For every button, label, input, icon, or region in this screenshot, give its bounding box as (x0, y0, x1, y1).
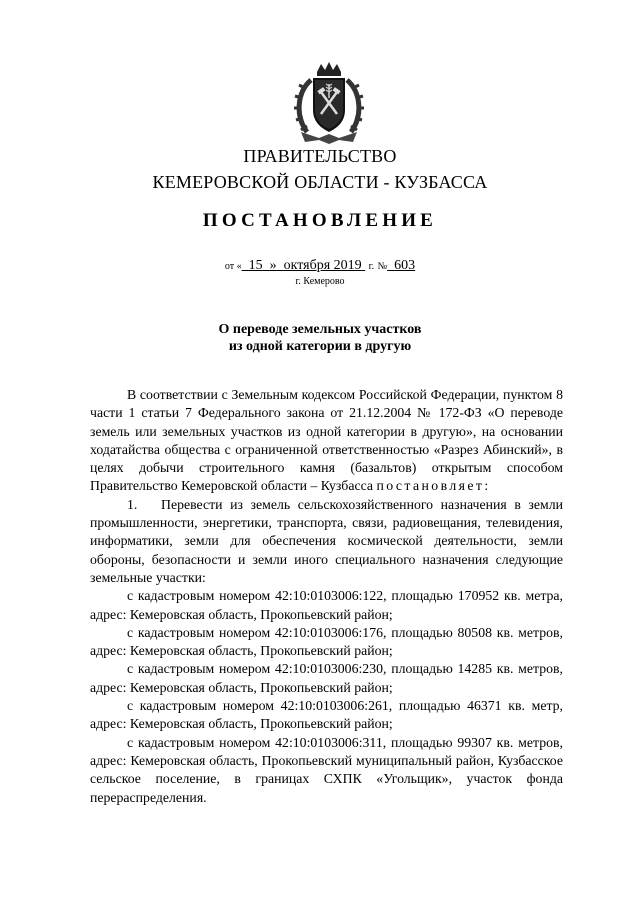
parcel-item: с кадастровым номером 42:10:0103006:230, площадью 14285 кв. метров, адрес: Кемеровская область, Прокопьевский район; (90, 661, 563, 695)
item-1-number: 1. (127, 496, 138, 512)
date-close-quote: » (269, 258, 277, 273)
date-month-year: октября 2019 (283, 258, 362, 273)
government-title-line-1: ПРАВИТЕЛЬСТВО (243, 146, 397, 166)
government-title-line-2: КЕМЕРОВСКОЙ ОБЛАСТИ - КУЗБАССА (152, 172, 488, 192)
date-from-label: от « (224, 261, 242, 272)
resolution-verb: постановляет: (376, 478, 491, 494)
intro-paragraph: В соответствии с Земельным кодексом Российской Федерации, пунктом 8 части 1 статьи 7 Федерального закона от 21.12.2004 № 172-ФЗ «О переводе земель или земельных участков из одной категории в другую», на основании ходатайства общества с ограниченной ответственностью «Разрез Абинский», в целях добычи строительного камня (базальтов) открытым способом Правительство Кемеровской области – Кузбасса постановляет: (90, 387, 563, 494)
date-number-line (0, 258, 640, 274)
document-body (90, 386, 563, 807)
number-label: № (377, 261, 388, 272)
parcel-item: с кадастровым номером 42:10:0103006:176, площадью 80508 кв. метров, адрес: Кемеровская область, Прокопьевский район; (90, 624, 563, 659)
subject-line-2: из одной категории в другую (228, 339, 412, 354)
document-type-title: ПОСТАНОВЛЕНИЕ (202, 210, 438, 231)
subject-line-1: О переводе земельных участков (218, 322, 422, 337)
city-name: г. Кемерово (295, 276, 345, 287)
coat-of-arms-icon (291, 58, 367, 144)
item-1-paragraph: 1. Перевести из земель сельскохозяйственного назначения в земли промышленности, энергетики, транспорта, связи, радиовещания, телевидения, информатики, земли для обеспечения космической деятельности, земли обороны, безопасности и земли иного специального назначения следующие земельные участки: (90, 496, 563, 585)
date-day: 15 (248, 258, 263, 273)
parcel-item: с кадастровым номером 42:10:0103006:261, площадью 46371 кв. метр, адрес: Кемеровская область, Прокопьевский район; (90, 698, 563, 732)
document-number: 603 (394, 258, 416, 273)
parcel-item: с кадастровым номером 42:10:0103006:311, площадью 99307 кв. метров, адрес: Кемеровская область, Прокопьевский муниципальный район, Кузбасское сельское поселение, в границах СХПК «Угольщик», участок фонда перераспределения. (90, 734, 563, 805)
year-suffix: г. (368, 261, 375, 272)
parcel-item: с кадастровым номером 42:10:0103006:122, площадью 170952 кв. метра, адрес: Кемеровская область, Прокопьевский район; (90, 588, 563, 622)
